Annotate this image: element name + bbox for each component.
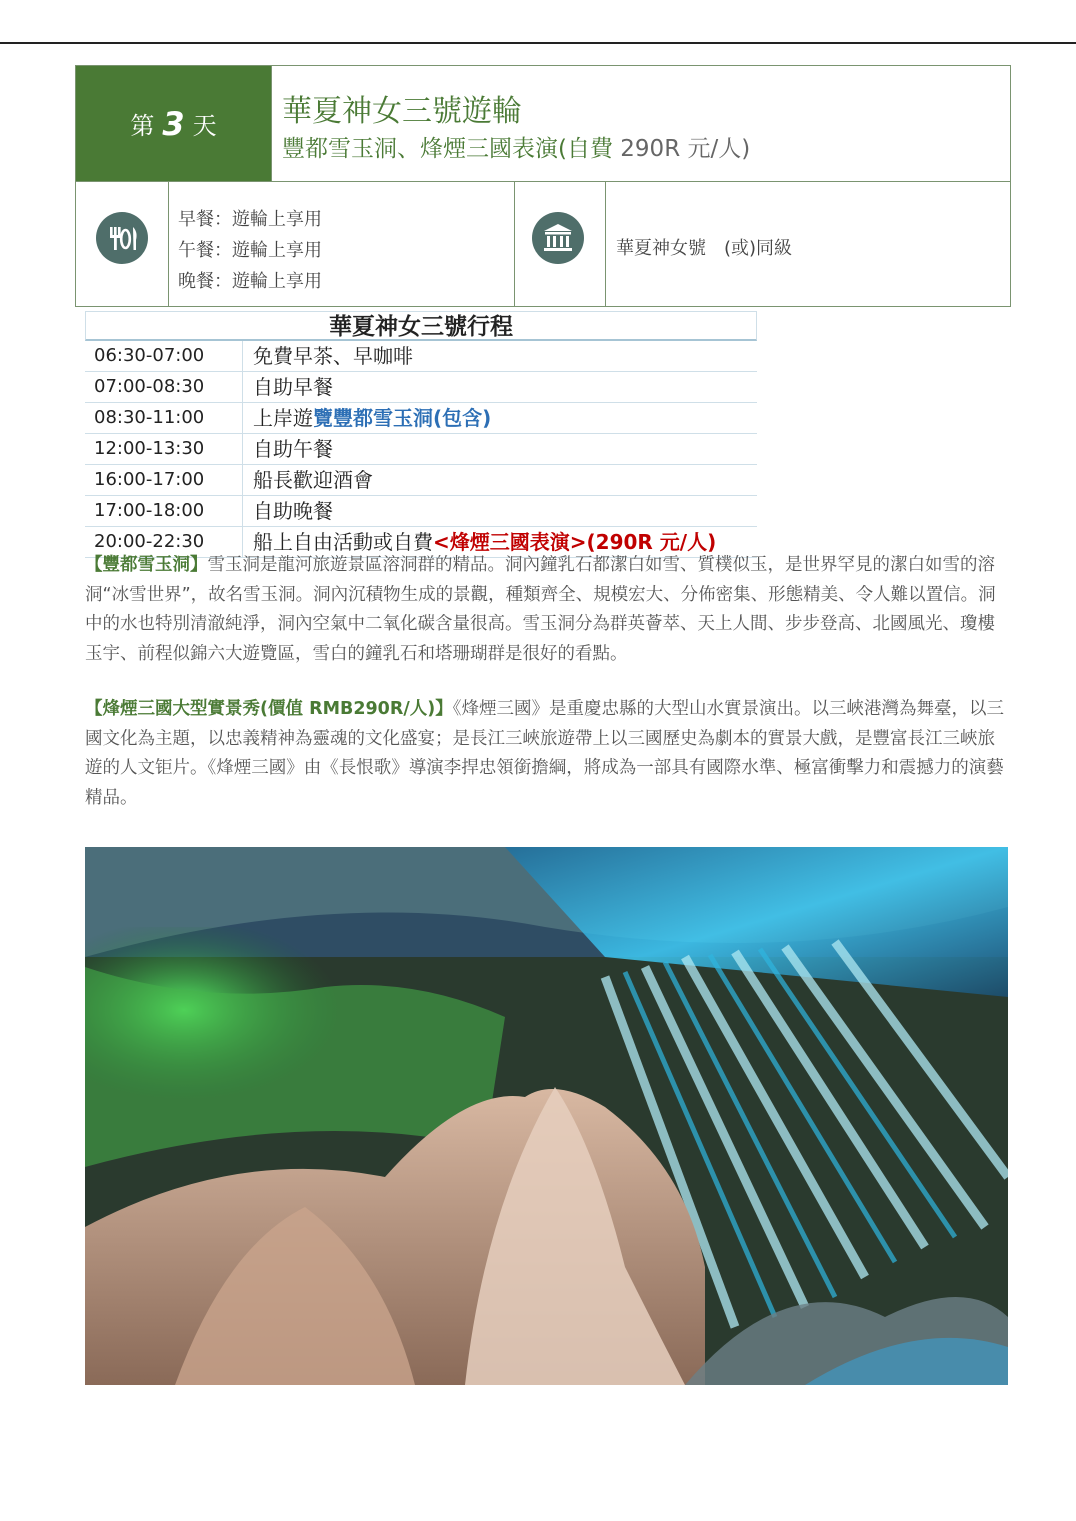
cave-photo xyxy=(85,847,1008,1385)
meals-cell xyxy=(168,182,515,306)
table-row xyxy=(85,496,757,527)
title-box xyxy=(271,66,1010,181)
day-badge xyxy=(76,66,271,181)
top-rule xyxy=(0,42,1076,44)
subtitle-text: 豐都雪玉洞、烽煙三國表演(自費 xyxy=(282,136,613,162)
day-suffix: 天 xyxy=(192,112,217,140)
cave-label: 【豐都雪玉洞】 xyxy=(85,555,208,575)
hotel-icon-cell xyxy=(514,182,606,306)
table-row xyxy=(85,465,757,496)
show-paragraph xyxy=(85,695,1005,813)
utensils-icon xyxy=(96,212,148,264)
show-label: 【烽煙三國大型實景秀(價值 RMB290R/人)】 xyxy=(85,699,453,719)
time-cell: 16:00-17:00 xyxy=(85,465,243,495)
hotel-text: 華夏神女號 (或)同級 xyxy=(616,238,793,259)
hotel-icon xyxy=(532,212,584,264)
day-header xyxy=(75,65,1011,307)
desc-text: 上岸遊 xyxy=(253,406,313,430)
desc-highlight: 覽豐都雪玉洞(包含) xyxy=(313,406,492,430)
desc-cell xyxy=(243,403,491,433)
page-subtitle xyxy=(282,130,750,163)
schedule-table xyxy=(85,311,757,558)
lunch-text: 午餐：遊輪上享用 xyxy=(178,240,322,261)
table-row xyxy=(85,372,757,403)
cave-paragraph xyxy=(85,551,1005,669)
desc-cell: 船長歡迎酒會 xyxy=(253,468,373,492)
desc-highlight: <烽煙三國表演>(290R 元/人) xyxy=(433,530,717,554)
desc-cell: 自助午餐 xyxy=(253,437,333,461)
time-cell: 17:00-18:00 xyxy=(85,496,243,526)
meal-icon-cell xyxy=(76,182,169,306)
table-row xyxy=(85,403,757,434)
time-cell: 08:30-11:00 xyxy=(85,403,243,433)
time-cell: 06:30-07:00 xyxy=(85,341,243,371)
time-cell: 12:00-13:30 xyxy=(85,434,243,464)
info-row xyxy=(76,181,1010,306)
table-row xyxy=(85,341,757,372)
schedule-title: 華夏神女三號行程 xyxy=(85,311,757,341)
day-prefix: 第 xyxy=(130,112,155,140)
desc-text: 船上自由活動或自費 xyxy=(253,530,433,554)
subtitle-price: 290R 元/人) xyxy=(612,136,751,162)
table-row xyxy=(85,434,757,465)
show-text: 《烽煙三國》是重慶忠縣的大型山水實景演出。以三峽港灣為舞臺，以三國文化為主題，以忠義精神為靈魂的文化盛宴；是長江三峽旅遊帶上以三國歷史為劇本的實景大戲，是豐富長江三峽旅遊的人文钜片。《烽煙三國》由《長恨歌》導演李捍忠領銜擔綱，將成為一部具有國際水準、極富衝擊力和震撼力的演藝精品。 xyxy=(85,699,1004,808)
desc-cell: 自助晚餐 xyxy=(253,499,333,523)
cave-text: 雪玉洞是龍河旅遊景區溶洞群的精品。洞內鐘乳石都潔白如雪、質樸似玉，是世界罕見的潔白如雪的溶洞“冰雪世界”，故名雪玉洞。洞內沉積物生成的景觀，種類齊全、規模宏大、分佈密集、形態精美、令人難以置信。洞中的水也特別清澈純淨，洞內空氣中二氧化碳含量很高。雪玉洞分為群英薈萃、天上人間、步步登高、北國風光、瓊樓玉宇、前程似錦六大遊覽區，雪白的鐘乳石和塔珊瑚群是很好的看點。 xyxy=(85,555,996,664)
breakfast-text: 早餐：遊輪上享用 xyxy=(178,209,322,230)
time-cell: 07:00-08:30 xyxy=(85,372,243,402)
desc-cell: 自助早餐 xyxy=(253,375,333,399)
time-cell: 20:00-22:30 xyxy=(85,527,243,557)
dinner-text: 晚餐：遊輪上享用 xyxy=(178,271,322,292)
page-title: 華夏神女三號遊輪 xyxy=(282,94,522,129)
day-number: 3 xyxy=(162,104,185,143)
desc-cell: 免費早茶、早咖啡 xyxy=(253,344,413,368)
